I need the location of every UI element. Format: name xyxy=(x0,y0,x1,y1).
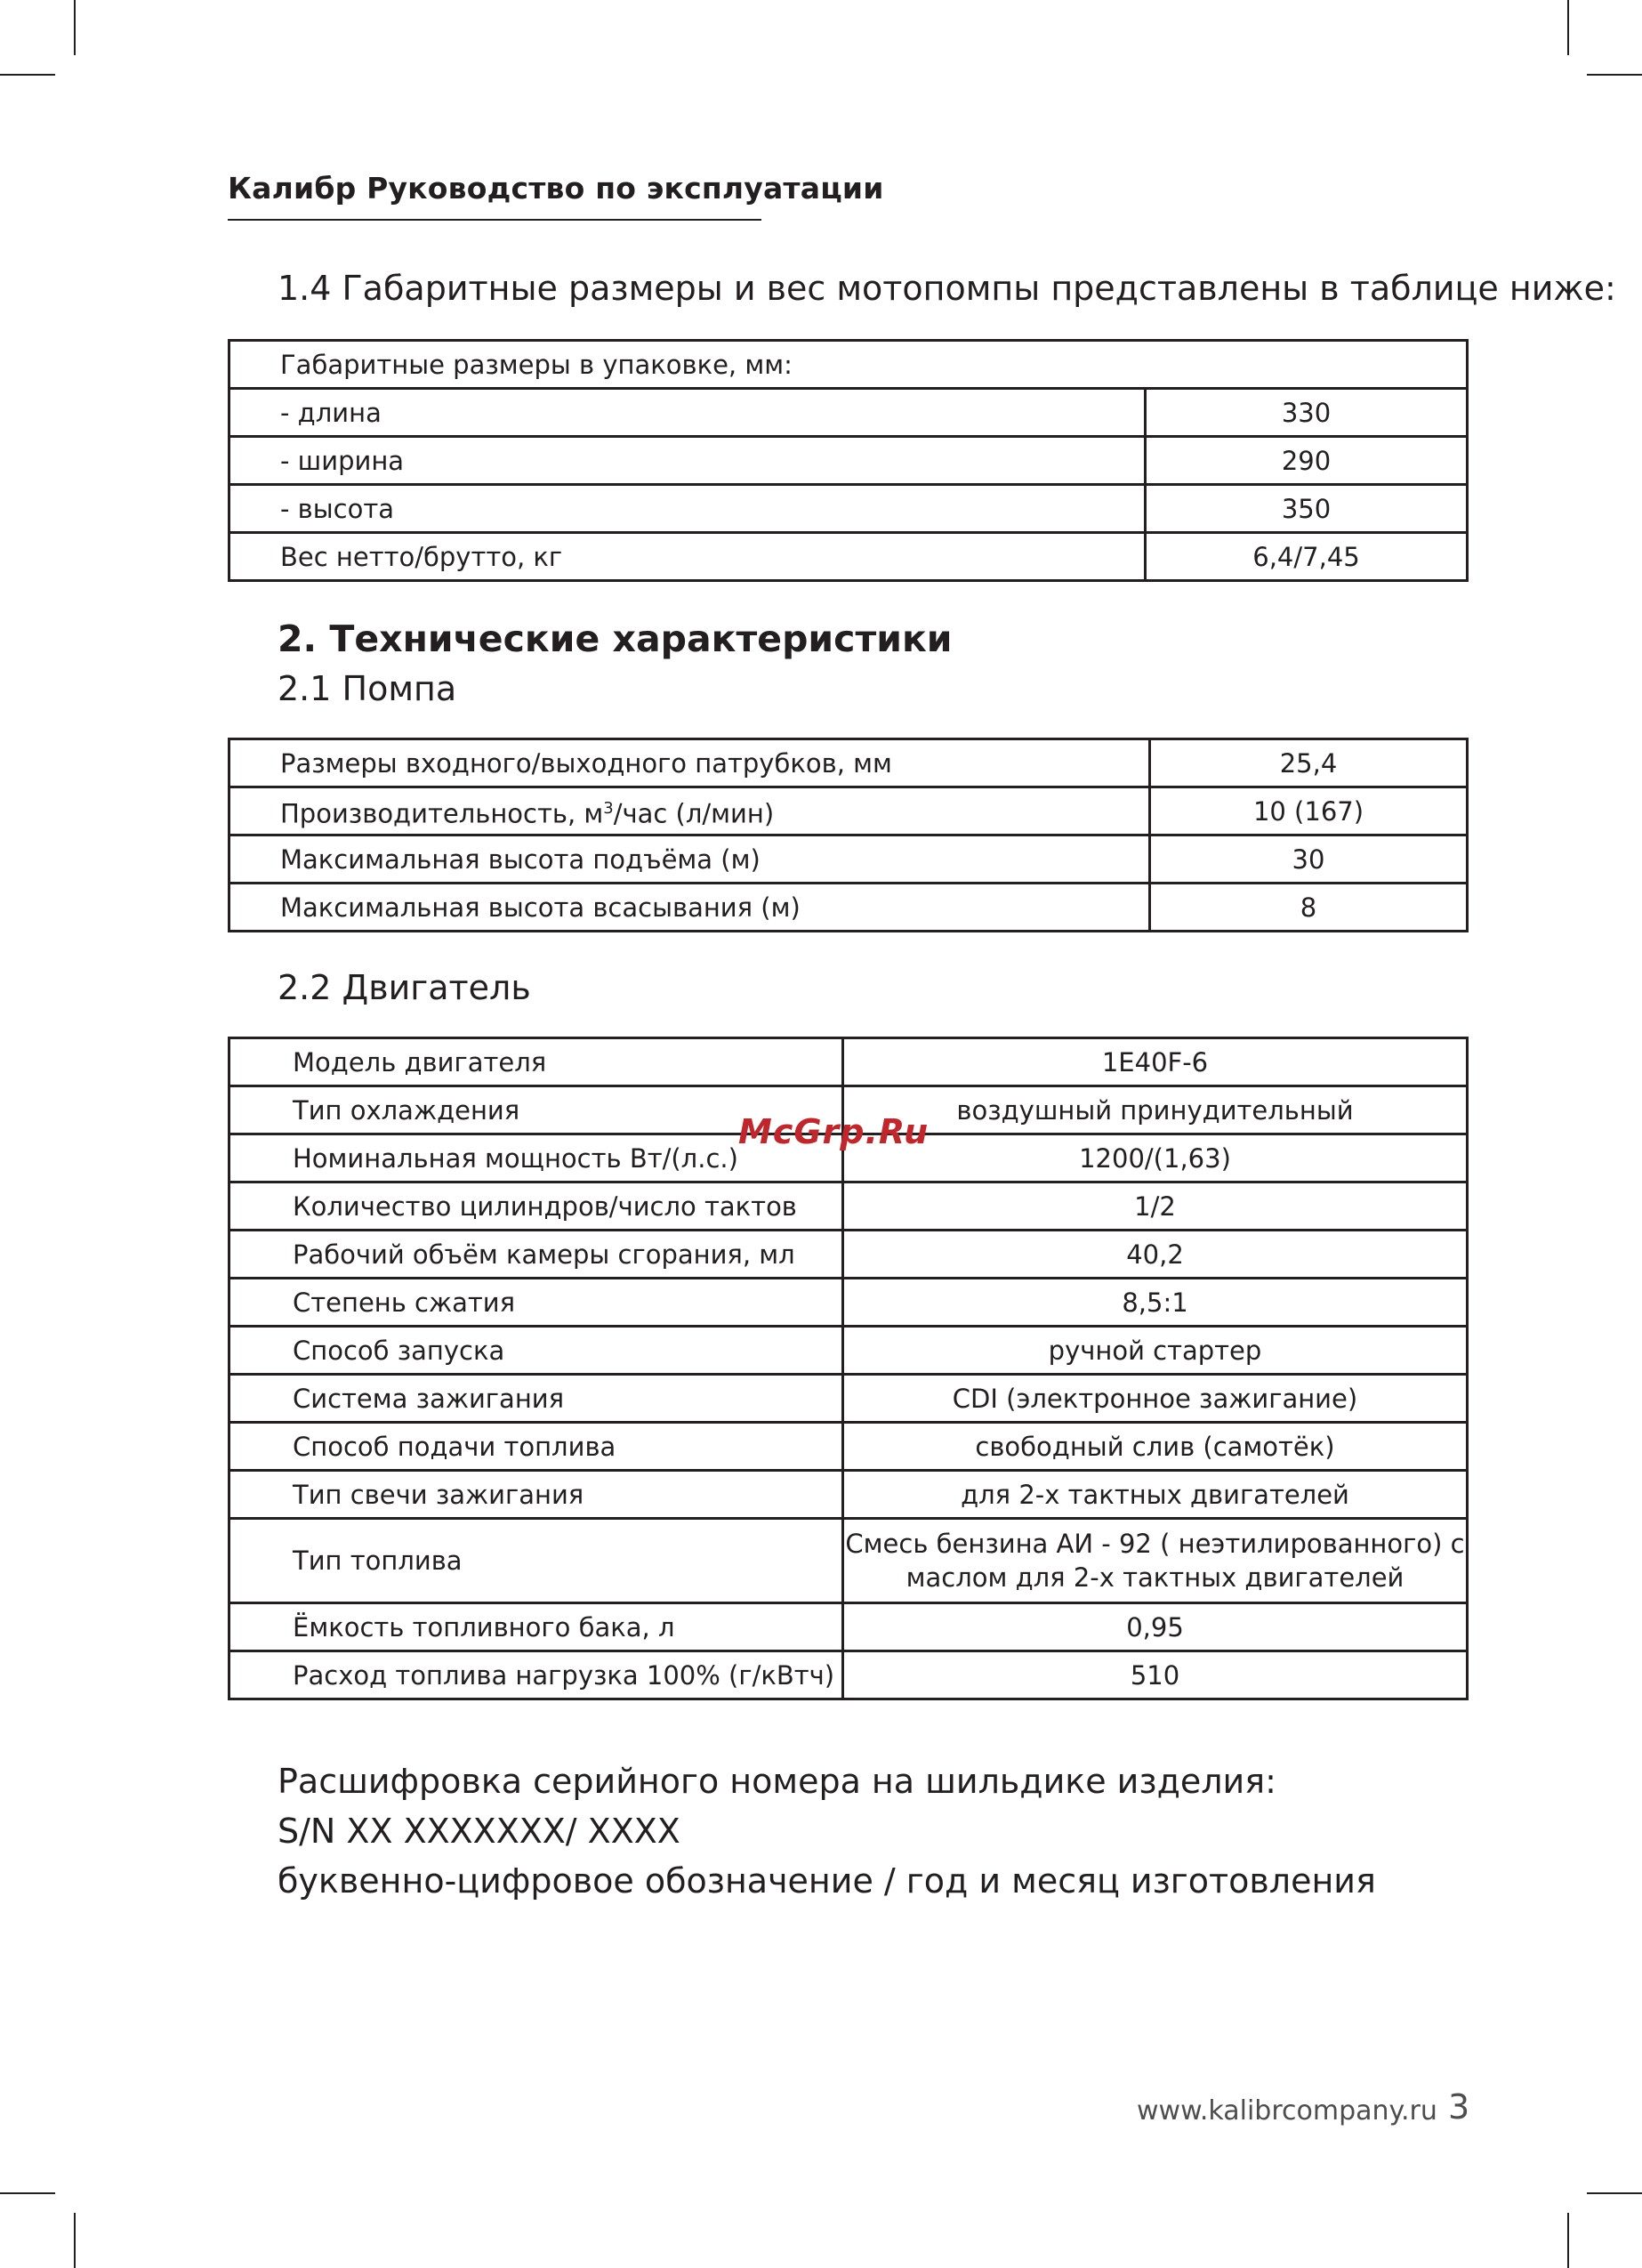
row-label: Ёмкость топливного бака, л xyxy=(229,1603,843,1651)
table-row xyxy=(229,1375,1468,1423)
table-row xyxy=(229,1519,1468,1603)
footer-url: www.kalibrcompany.ru xyxy=(1137,2095,1437,2127)
superscript: 3 xyxy=(603,798,614,818)
row-label xyxy=(229,787,1150,835)
row-value: 8 xyxy=(1150,884,1468,932)
row-value: 1E40F-6 xyxy=(843,1038,1468,1086)
watermark: McGrp.Ru xyxy=(738,1112,930,1151)
dimensions-caption: Габаритные размеры в упаковке, мм: xyxy=(229,341,1468,389)
row-value: 40,2 xyxy=(843,1231,1468,1279)
table-row xyxy=(229,1182,1468,1231)
table-row xyxy=(229,1231,1468,1279)
crop-mark xyxy=(0,74,55,76)
row-value: ручной стартер xyxy=(843,1327,1468,1375)
row-label: Тип свечи зажигания xyxy=(229,1471,843,1519)
table-row xyxy=(229,1603,1468,1651)
row-label: - высота xyxy=(229,485,1146,533)
pump-heading: 2.1 Помпа xyxy=(278,669,457,708)
crop-mark xyxy=(1567,0,1569,55)
row-label: - ширина xyxy=(229,437,1146,485)
row-value: 10 (167) xyxy=(1150,787,1468,835)
row-label: Вес нетто/брутто, кг xyxy=(229,533,1146,581)
row-value: 290 xyxy=(1146,437,1468,485)
table-row xyxy=(229,389,1468,437)
row-value: 510 xyxy=(843,1651,1468,1699)
serial-format: S/N XX XXXXXXX/ XXXX xyxy=(278,1812,680,1851)
row-label: Тип топлива xyxy=(229,1519,843,1603)
row-label: Количество цилиндров/число тактов xyxy=(229,1182,843,1231)
serial-description: буквенно-цифровое обозначение / год и месяц изготовления xyxy=(278,1861,1376,1901)
label-text: Производительность, м xyxy=(280,798,604,829)
serial-caption: Расшифровка серийного номера на шильдике изделия: xyxy=(278,1762,1276,1801)
table-row xyxy=(229,884,1468,932)
row-value: 8,5:1 xyxy=(843,1279,1468,1327)
table-row xyxy=(229,835,1468,884)
row-label: Система зажигания xyxy=(229,1375,843,1423)
header-rule xyxy=(228,219,761,221)
table-row xyxy=(229,533,1468,581)
table-row xyxy=(229,787,1468,835)
table-row xyxy=(229,739,1468,787)
row-value: CDI (электронное зажигание) xyxy=(843,1375,1468,1423)
crop-mark xyxy=(1567,2213,1569,2268)
table-row xyxy=(229,1327,1468,1375)
row-value: 6,4/7,45 xyxy=(1146,533,1468,581)
row-label: Размеры входного/выходного патрубков, мм xyxy=(229,739,1150,787)
row-label: Способ подачи топлива xyxy=(229,1423,843,1471)
table-row xyxy=(229,1471,1468,1519)
row-label: Максимальная высота подъёма (м) xyxy=(229,835,1150,884)
value-line: Смесь бензина АИ - 92 ( неэтилированного) с xyxy=(845,1529,1465,1559)
table-row xyxy=(229,1651,1468,1699)
row-value: 350 xyxy=(1146,485,1468,533)
row-label: Тип охлаждения xyxy=(229,1086,843,1134)
table-row xyxy=(229,1279,1468,1327)
table-row xyxy=(229,1423,1468,1471)
row-label: Максимальная высота всасывания (м) xyxy=(229,884,1150,932)
row-label: Номинальная мощность Вт/(л.с.) xyxy=(229,1134,843,1182)
row-label: - длина xyxy=(229,389,1146,437)
engine-heading: 2.2 Двигатель xyxy=(278,968,531,1007)
table-row xyxy=(229,1038,1468,1086)
row-value: воздушный принудительный xyxy=(843,1086,1468,1134)
crop-mark xyxy=(1587,74,1642,76)
dimensions-heading: 1.4 Габаритные размеры и вес мотопомпы представлены в таблице ниже: xyxy=(278,269,1616,308)
row-value: 1200/(1,63) xyxy=(843,1134,1468,1182)
row-value: 25,4 xyxy=(1150,739,1468,787)
row-value: для 2-х тактных двигателей xyxy=(843,1471,1468,1519)
row-label: Рабочий объём камеры сгорания, мл xyxy=(229,1231,843,1279)
crop-mark xyxy=(0,2192,55,2194)
page-number: 3 xyxy=(1448,2087,1470,2127)
row-value: 0,95 xyxy=(843,1603,1468,1651)
crop-mark xyxy=(74,0,76,55)
row-value: 1/2 xyxy=(843,1182,1468,1231)
section-title: 2. Технические характеристики xyxy=(278,617,953,660)
value-line: маслом для 2-х тактных двигателей xyxy=(906,1562,1405,1593)
row-value: 330 xyxy=(1146,389,1468,437)
row-label: Способ запуска xyxy=(229,1327,843,1375)
row-label: Степень сжатия xyxy=(229,1279,843,1327)
table-row xyxy=(229,341,1468,389)
row-label: Расход топлива нагрузка 100% (г/кВтч) xyxy=(229,1651,843,1699)
crop-mark xyxy=(74,2213,76,2268)
crop-mark xyxy=(1587,2192,1642,2194)
running-header: Калибр Руководство по эксплуатации xyxy=(228,171,884,206)
row-value: свободный слив (самотёк) xyxy=(843,1423,1468,1471)
table-row xyxy=(229,485,1468,533)
pump-table xyxy=(228,738,1469,932)
dimensions-table xyxy=(228,339,1469,582)
row-value xyxy=(843,1519,1468,1603)
row-label: Модель двигателя xyxy=(229,1038,843,1086)
row-value: 30 xyxy=(1150,835,1468,884)
table-row xyxy=(229,437,1468,485)
label-text: /час (л/мин) xyxy=(613,798,775,829)
